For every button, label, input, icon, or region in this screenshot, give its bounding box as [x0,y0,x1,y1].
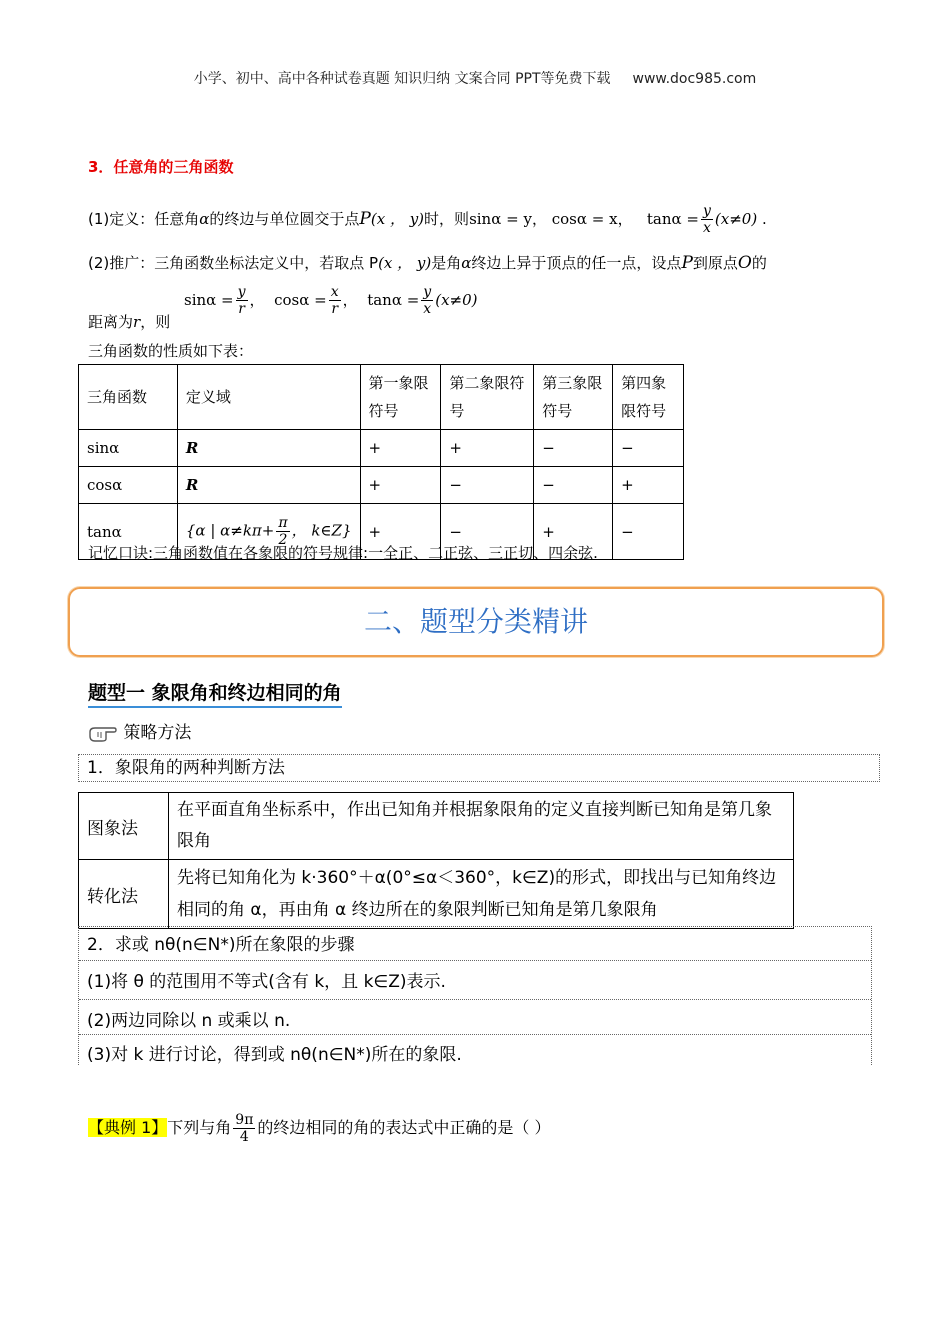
step: (1)将 θ 的范围用不等式(含有 k，且 k∈Z)表示. [87,972,446,992]
table-row: sinα R + + − − [79,430,684,467]
methods-table [78,792,794,929]
trig-properties-table [78,364,684,560]
header-cell: 定义域 [177,365,360,430]
example-1: 【典例 1】下列与角 $\frac{9\pi}{4}$ 的终边相同的角的表达式中正确的是（ ） [88,1112,551,1145]
cos-fraction: $\frac{x}{r}$ [330,284,339,317]
example-tag: 【典例 1】 [88,1118,168,1137]
header-cell: 第四象限符号 [613,365,684,430]
table-row: cosα R + − − + [79,467,684,504]
step: (3)对 k 进行讨论，得到或 nθ(n∈N*)所在的象限. [87,1045,462,1065]
section-3-title: 3．任意角的三角函数 [88,158,234,176]
table-header-row [79,365,684,430]
tan-fraction: $\frac{y}{x}$ [703,203,711,236]
angle-fraction: $\frac{9\pi}{4}$ [235,1112,254,1145]
header-cell: 三角函数 [79,365,178,430]
step: (2)两边同除以 n 或乘以 n. [87,1011,291,1031]
table-intro: 三角函数的性质如下表： [88,342,254,360]
header-url[interactable]: www.doc985.com [632,71,757,87]
strategy-heading: 策略方法 [88,718,191,743]
mnemonic: 记忆口诀:三角函数值在各象限的符号规律:一全正、二正弦、三正切、四余弦. [88,544,598,562]
distance-text: 距离为r，则 [88,313,171,331]
header-cell: 第一象限符号 [360,365,441,430]
definition-line: (1)定义：任意角α的终边与单位圆交于点P(x ， y)时，则sinα = y， cosα = x， tanα = $\frac{y}{x}$ (x≠0) . [88,203,767,236]
header-cell: 第三象限符号 [534,365,613,430]
tan-general-fraction: $\frac{y}{x}$ [423,284,432,317]
header-cell: 第二象限符号 [441,365,534,430]
part2-title-box [68,587,884,657]
method-row: 图象法 在平面直角坐标系中，作出已知角并根据象限角的定义直接判断已知角是第几象限角 [79,793,794,860]
page-header [0,68,950,88]
header-text: 小学、初中、高中各种试卷真题 知识归纳 文案合同 PPT等免费下载 [193,71,611,87]
general-formulas: sinα = $\frac{y}{r}$ ， cosα = $\frac{x}{r}$ ， tanα = $\frac{y}{x}$ (x≠0) [184,284,478,317]
box1-title: 1．象限角的两种判断方法 [78,754,880,782]
type1-title: 题型一 象限角和终边相同的角 [88,678,342,708]
method-row: 转化法 先将已知角化为 k·360°＋α(0°≤α＜360°，k∈Z)的形式，即找出与已知角终边相同的角 α，再由角 α 终边所在的象限判断已知角是第几象限角 [79,860,794,929]
pointing-hand-icon [88,724,118,742]
generalization-line: (2)推广：三角函数坐标法定义中，若取点 P(x ， y)是角α终边上异于顶点的任一点，设点P到原点O的 [88,253,767,273]
table-row: tanα {α | α≠kπ+ $\frac{\pi}{2}$ ， k∈Z} + − + − [79,504,684,560]
part2-title: 二、题型分类精讲 [363,605,588,638]
sin-fraction: $\frac{y}{r}$ [237,284,246,317]
tan-domain: {α | α≠kπ+ $\frac{\pi}{2}$ ， k∈Z} [177,504,360,560]
box2: 2．求或 nθ(n∈N*)所在象限的步骤 (1)将 θ 的范围用不等式(含有 k，且 k∈Z)表示. (2)两边同除以 n 或乘以 n. (3)对 k 进行讨论，得到或 nθ(n∈N*)所在的象限. [78,926,872,1065]
